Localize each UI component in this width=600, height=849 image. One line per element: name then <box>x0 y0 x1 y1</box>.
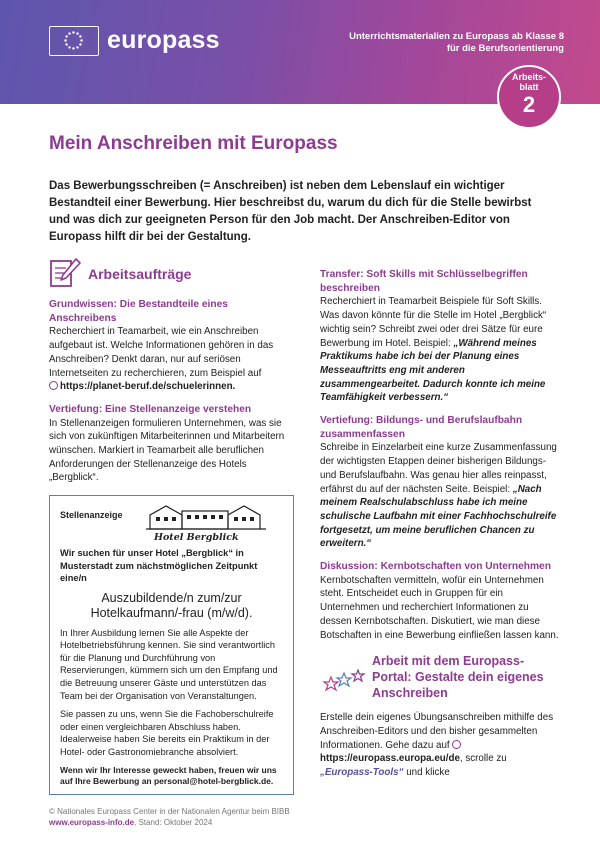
grundwissen-heading: Grundwissen: Die Bestandteile eines Anschreibens <box>49 299 228 324</box>
europass-portal-link[interactable]: https://europass.europa.eu/de <box>320 753 460 765</box>
planet-beruf-link[interactable]: https://planet-beruf.de/schuelerinnen. <box>60 381 236 393</box>
globe-icon-2 <box>452 740 461 749</box>
header-tagline <box>324 31 564 55</box>
job-ad-paragraph-1: In Ihrer Ausbildung lernen Sie alle Aspekte der Hotelbetriebsführung kennen. Sie sind verantwortlich für die Planung und Durchführung von Reservierungen, kümmern sich um den Empfang und die Betreuung unserer Gäste und unterstützen das Team bei der Organisation von Veranstaltungen. <box>60 627 278 701</box>
section-diskussion <box>320 560 560 642</box>
transfer-example: „Während meines Praktikums habe ich bei der Planung eines Messeauftritts eng mit anderen zusammengearbeitet. Dadurch konnte ich meine Teamfähigkeit verbessern.“ <box>320 337 546 404</box>
europass-tools-link[interactable]: „Europass-Tools“ <box>320 767 404 779</box>
globe-icon <box>49 381 58 390</box>
portal-body-text-2: , scrolle zu <box>459 753 507 765</box>
section-vertiefung-laufbahn <box>320 414 560 551</box>
badge-label-line-1: Arbeits- <box>511 72 546 82</box>
hotel-name: Hotel Bergblick <box>154 532 239 544</box>
job-ad-kicker: Stellenanzeige <box>60 510 123 521</box>
vertiefung1-heading: Vertiefung: Eine Stellenanzeige verstehen <box>49 403 252 415</box>
tagline-line-2: für die Berufsorientierung <box>446 43 564 54</box>
worksheet-number: 2 <box>522 92 536 117</box>
tasks-heading-row <box>49 256 294 290</box>
left-column <box>49 256 294 795</box>
page-title: Mein Anschreiben mit Europass <box>49 133 338 154</box>
eu-stars-icon <box>50 27 97 54</box>
portal-heading: Arbeit mit dem Europass-Portal: Gestalte dein eigenes Anschreiben <box>372 654 544 701</box>
portal-body <box>320 711 560 780</box>
brand-name: europass <box>107 26 220 54</box>
footer-line-2 <box>49 817 290 828</box>
diskussion-body: Kernbotschaften vermitteln, wofür ein Unternehmen steht. Entscheidet euch in Gruppen für ein Unternehmen und recherchiert Informationen zu dessen Kernbotschaften. Diskutiert, wie man diese Botschaften in eine Bewerbung einfließen lassen kann. <box>320 574 559 641</box>
notepad-pencil-icon <box>49 256 81 288</box>
footer-copyright: © Nationales Europass Center in der Nationalen Agentur beim BIBB <box>49 807 290 816</box>
section-grundwissen <box>49 298 294 394</box>
grundwissen-body: Recherchiert in Teamarbeit, wie ein Anschreiben aufgebaut ist. Welche Informationen gehören in das Anschreiben? Denkt daran, nur auf seriösen Internetseiten zu recherchieren, zum Beispiel auf <box>49 326 274 379</box>
vertiefung2-body: Schreibe in Einzelarbeit eine kurze Zusammenfassung der wichtigsten Etappen deiner bisherigen Bildungs- und Berufslaufbahn. Was genau hier alles reinpasst, erfährst du auf der nächsten Seite. Beispiel: <box>320 442 557 495</box>
job-ad-header <box>60 503 283 545</box>
worksheet-badge <box>497 65 561 129</box>
portal-heading-row <box>320 651 560 711</box>
diskussion-heading: Diskussion: Kernbotschaften von Unternehmen <box>320 561 551 573</box>
transfer-body: Recherchiert in Teamarbeit Beispiele für Soft Skills. Was davon könnte für die Stelle im Hotel „Bergblick“ wichtig sein? Schreibt zwei oder drei Sätze für eure Bewerbung im Hotel. Beispiel: <box>320 296 547 349</box>
section-transfer <box>320 268 560 405</box>
footer-date: , Stand: Oktober 2024 <box>134 818 213 827</box>
badge-label-line-2: blatt <box>519 82 539 92</box>
vertiefung2-example: „Nach meinem Realschulabschluss habe ich meine schulische Laufbahn mit einer Fachhochschulreife fortgesetzt, um meine beruflichen Chancen zu erweitern.“ <box>320 483 557 550</box>
stars-icon <box>322 669 366 695</box>
portal-body-text-3: und klicke <box>406 767 450 779</box>
eu-flag-logo <box>49 26 99 56</box>
tasks-heading: Arbeitsaufträge <box>88 266 192 282</box>
right-column <box>320 268 560 780</box>
transfer-heading: Transfer: Soft Skills mit Schlüsselbegriffen beschreiben <box>320 269 528 294</box>
job-ad-box <box>49 495 294 794</box>
vertiefung1-body: In Stellenanzeigen formulieren Unternehmen, was sie sich von zukünftigen Mitarbeiterinnen und Mitarbeitern wünschen. Markiert in Teamarbeit alle beruflichen Anforderungen der Stellenanzeige des Hotels „Bergblick“. <box>49 417 285 484</box>
job-ad-title: Auszubildende/n zum/zur Hotelkaufmann/-frau (m/w/d). <box>90 590 253 620</box>
hotel-building-icon <box>146 503 266 533</box>
job-ad-lead: Wir suchen für unser Hotel „Bergblick“ in Musterstadt zum nächstmöglichen Zeitpunkt eine/n <box>60 548 258 584</box>
intro-paragraph: Das Bewerbungsschreiben (= Anschreiben) ist neben dem Lebenslauf ein wichtiger Bestandteil einer Bewerbung. Hier beschreibst du, warum du dich für die Stelle bewirbst und was dich zur geeigneten Person für den Job macht. Der Anschreiben-Editor von Europass hilft dir bei der Gestaltung. <box>49 180 532 243</box>
vertiefung2-heading: Vertiefung: Bildungs- und Berufslaufbahn zusammenfassen <box>320 415 523 440</box>
footer <box>49 806 290 828</box>
tagline-line-1: Unterrichtsmaterialien zu Europass ab Klasse 8 <box>349 31 564 42</box>
section-vertiefung-stellenanzeige <box>49 403 294 485</box>
job-ad-call-to-action: Wenn wir Ihr Interesse geweckt haben, freuen wir uns auf Ihre Bewerbung an personal@hotel-bergblick.de. <box>60 764 277 787</box>
footer-website-link[interactable]: www.europass-info.de <box>49 818 135 827</box>
job-ad-paragraph-2: Sie passen zu uns, wenn Sie die Fachoberschulreife oder einen vergleichbaren Abschluss haben. Idealerweise haben Sie bereits ein Praktikum in der Hotel- oder Gastronomiebranche absolviert. <box>60 709 274 757</box>
portal-body-text: Erstelle dein eigenes Übungsanschreiben mithilfe des Anschreiben-Editors und den bisher gesammelten Informationen. Gehe dazu auf <box>320 712 554 751</box>
